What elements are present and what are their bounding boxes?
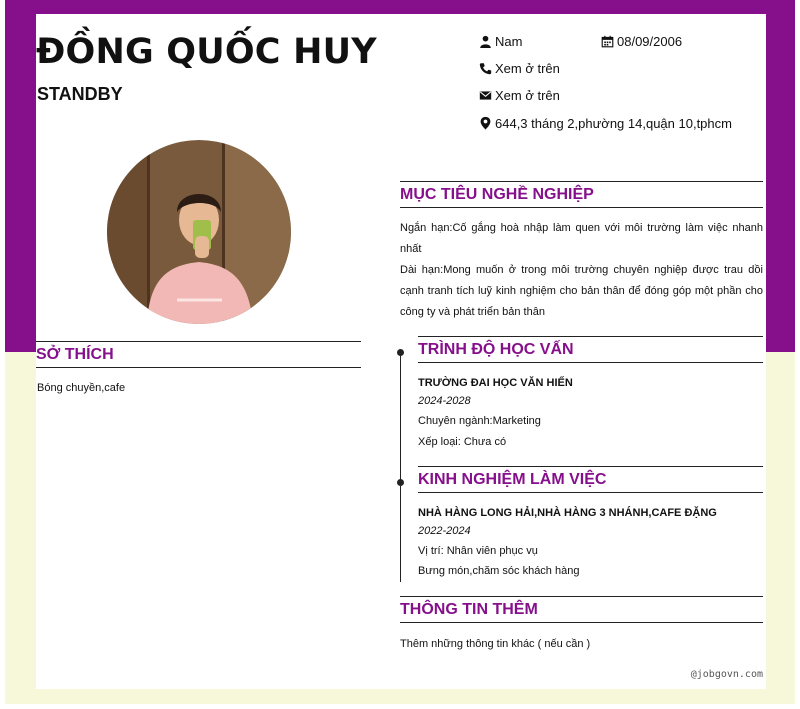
objective-long-term: Dài hạn:Mong muốn ở trong môi trường chuyên nghiệp được trau dồi cạnh tranh tích luỹ kinh nghiệm cho bản thân để đóng góp một phần cho công ty và phát triển bản thân — [400, 264, 763, 318]
user-icon — [479, 35, 492, 48]
experience-period: 2022-2024 — [418, 525, 471, 537]
job-position: STANDBY — [37, 84, 123, 104]
experience-title: KINH NGHIỆM LÀM VIỆC — [418, 466, 763, 493]
timeline-line — [400, 350, 401, 582]
footer-watermark: @jobgovn.com — [690, 669, 763, 680]
timeline-dot-education — [397, 349, 404, 356]
avatar — [107, 140, 291, 324]
cv-page — [36, 14, 766, 689]
hobbies-title: SỞ THÍCH — [36, 341, 361, 368]
gender-value: Nam — [495, 34, 523, 49]
address-row — [479, 115, 732, 131]
address-value: 644,3 tháng 2,phường 14,quận 10,tphcm — [495, 115, 732, 131]
phone-icon — [479, 62, 492, 75]
extra-title: THÔNG TIN THÊM — [400, 596, 763, 623]
calendar-icon — [601, 35, 614, 48]
objective-short-term: Ngắn hạn:Cố gắng hoà nhập làm quen với môi trường làm việc nhanh nhất — [400, 222, 763, 255]
candidate-name: ĐỒNG QUỐC HUY — [36, 32, 377, 72]
education-title: TRÌNH ĐỘ HỌC VẤN — [418, 336, 763, 363]
experience-duties: Bưng món,chăm sóc khách hàng — [418, 565, 580, 577]
phone-value: Xem ở trên — [495, 61, 560, 76]
hobbies-text: Bóng chuyền,cafe — [37, 382, 126, 394]
education-grade: Xếp loại: Chưa có — [418, 436, 507, 448]
timeline-dot-experience — [397, 479, 404, 486]
birthdate-row — [601, 34, 682, 49]
profile-photo — [107, 140, 291, 324]
location-pin-icon — [479, 115, 492, 131]
education-period: 2024-2028 — [418, 395, 471, 407]
education-major: Chuyên ngành:Marketing — [418, 415, 541, 427]
education-school: TRƯỜNG ĐAI HỌC VĂN HIẾN — [418, 377, 573, 389]
email-value: Xem ở trên — [495, 88, 560, 103]
phone-row — [479, 61, 560, 76]
experience-company: NHÀ HÀNG LONG HẢI,NHÀ HÀNG 3 NHÁNH,CAFE ĐẶNG — [418, 507, 717, 519]
experience-role: Vị trí: Nhân viên phục vụ — [418, 545, 538, 557]
gender-row — [479, 34, 522, 49]
envelope-icon — [479, 89, 492, 102]
objective-title: MỤC TIÊU NGHỀ NGHIỆP — [400, 181, 763, 208]
extra-text: Thêm những thông tin khác ( nếu cần ) — [400, 638, 591, 650]
email-row — [479, 88, 560, 103]
birthdate-value: 08/09/2006 — [617, 34, 683, 49]
